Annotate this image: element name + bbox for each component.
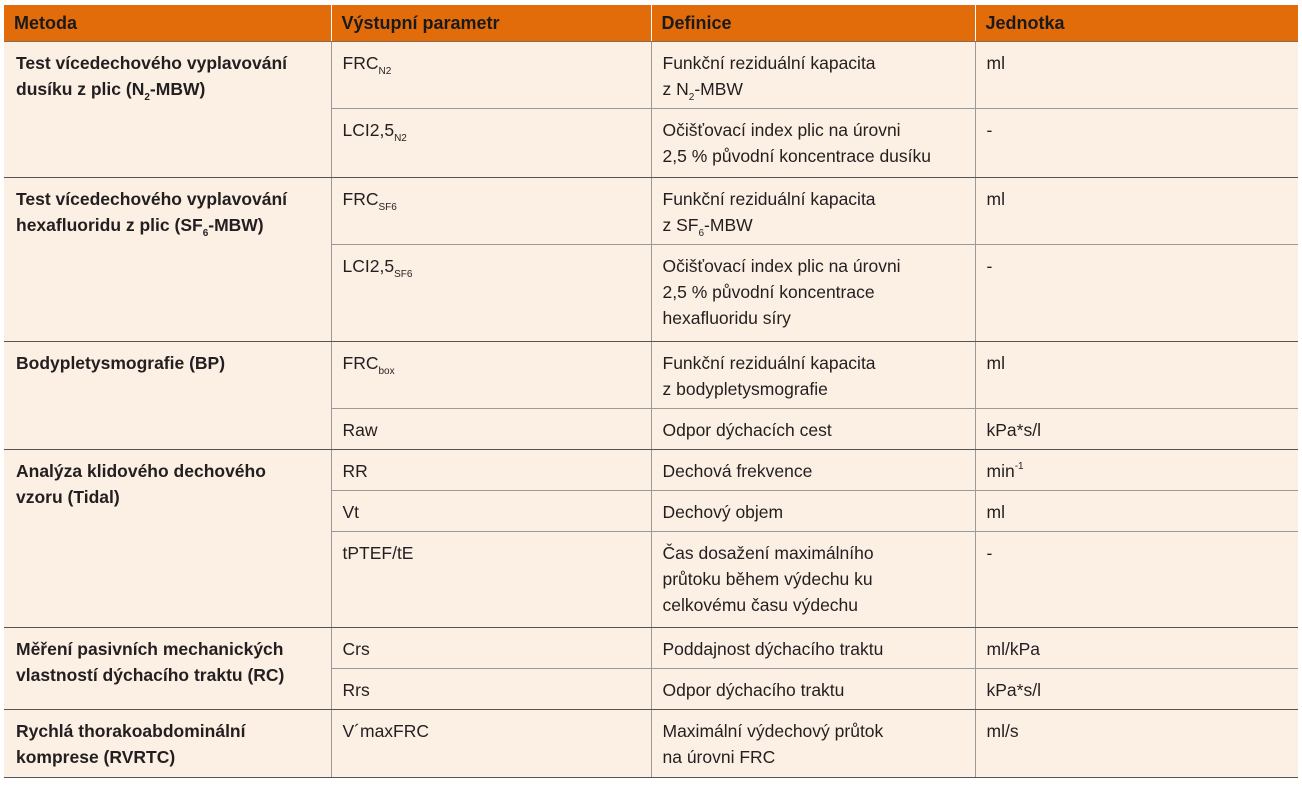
method-cell-tidal: Analýza klidového dechového vzoru (Tidal) xyxy=(4,450,331,628)
unit-cell: - xyxy=(975,532,1298,628)
unit-cell: ml/s xyxy=(975,710,1298,778)
lung-function-methods-table xyxy=(4,5,1298,778)
unit-cell: ml xyxy=(975,491,1298,532)
unit-cell: ml xyxy=(975,342,1298,409)
param-cell: Rrs xyxy=(331,669,651,710)
definition-cell: Čas dosažení maximálního průtoku během výdechu ku celkovému času výdechu xyxy=(651,532,975,628)
unit-cell: $\min^{-1}$ xyxy=(975,450,1298,491)
unit-cell: ml xyxy=(975,178,1298,245)
definition-cell: Poddajnost dýchacího traktu xyxy=(651,628,975,669)
param-cell: $LCI2,5_{N2}$ xyxy=(331,109,651,178)
definition-cell: Očišťovací index plic na úrovni 2,5 % původní koncentrace hexafluoridu síry xyxy=(651,245,975,342)
document-page xyxy=(4,5,1298,778)
unit-cell: ml xyxy=(975,42,1298,109)
unit-cell: - xyxy=(975,245,1298,342)
table-row xyxy=(4,42,1298,109)
table-row xyxy=(4,450,1298,491)
table-row xyxy=(4,710,1298,778)
method-cell-rvrtc: Rychlá thorakoabdominální komprese (RVRTC) xyxy=(4,710,331,778)
definition-cell: Funkční reziduální kapacita z $N_2$-MBW xyxy=(651,42,975,109)
method-cell-bp: Bodypletysmografie (BP) xyxy=(4,342,331,450)
unit-cell: - xyxy=(975,109,1298,178)
param-cell: V´maxFRC xyxy=(331,710,651,778)
param-cell: Vt xyxy=(331,491,651,532)
unit-cell: ml/kPa xyxy=(975,628,1298,669)
header-vystupni-parametr: Výstupní parametr xyxy=(331,5,651,42)
method-cell-n2-mbw: Test vícedechového vyplavování dusíku z plic $(N_2-MBW)$ xyxy=(4,42,331,178)
header-jednotka: Jednotka xyxy=(975,5,1298,42)
param-cell: $FRC_{box}$ xyxy=(331,342,651,409)
param-cell: tPTEF/tE xyxy=(331,532,651,628)
header-definice: Definice xyxy=(651,5,975,42)
table-row xyxy=(4,178,1298,245)
definition-cell: Maximální výdechový průtok na úrovni FRC xyxy=(651,710,975,778)
param-cell: $FRC_{SF6}$ xyxy=(331,178,651,245)
unit-cell: kPa*s/l xyxy=(975,409,1298,450)
method-cell-rc: Měření pasivních mechanických vlastností dýchacího traktu (RC) xyxy=(4,628,331,710)
definition-cell: Dechová frekvence xyxy=(651,450,975,491)
param-cell: Raw xyxy=(331,409,651,450)
param-cell: $FRC_{N2}$ xyxy=(331,42,651,109)
definition-cell: Odpor dýchacího traktu xyxy=(651,669,975,710)
definition-cell: Odpor dýchacích cest xyxy=(651,409,975,450)
definition-cell: Funkční reziduální kapacita z bodypletysmografie xyxy=(651,342,975,409)
param-cell: $LCI2,5_{SF6}$ xyxy=(331,245,651,342)
table-header-row xyxy=(4,5,1298,42)
method-cell-sf6-mbw: Test vícedechového vyplavování hexafluoridu z plic $(SF_6-MBW)$ xyxy=(4,178,331,342)
definition-cell: Očišťovací index plic na úrovni 2,5 % původní koncentrace dusíku xyxy=(651,109,975,178)
table-row xyxy=(4,628,1298,669)
definition-cell: Funkční reziduální kapacita z $SF_6$-MBW xyxy=(651,178,975,245)
definition-cell: Dechový objem xyxy=(651,491,975,532)
unit-cell: kPa*s/l xyxy=(975,669,1298,710)
header-metoda: Metoda xyxy=(4,5,331,42)
param-cell: Crs xyxy=(331,628,651,669)
param-cell: RR xyxy=(331,450,651,491)
table-row xyxy=(4,342,1298,409)
